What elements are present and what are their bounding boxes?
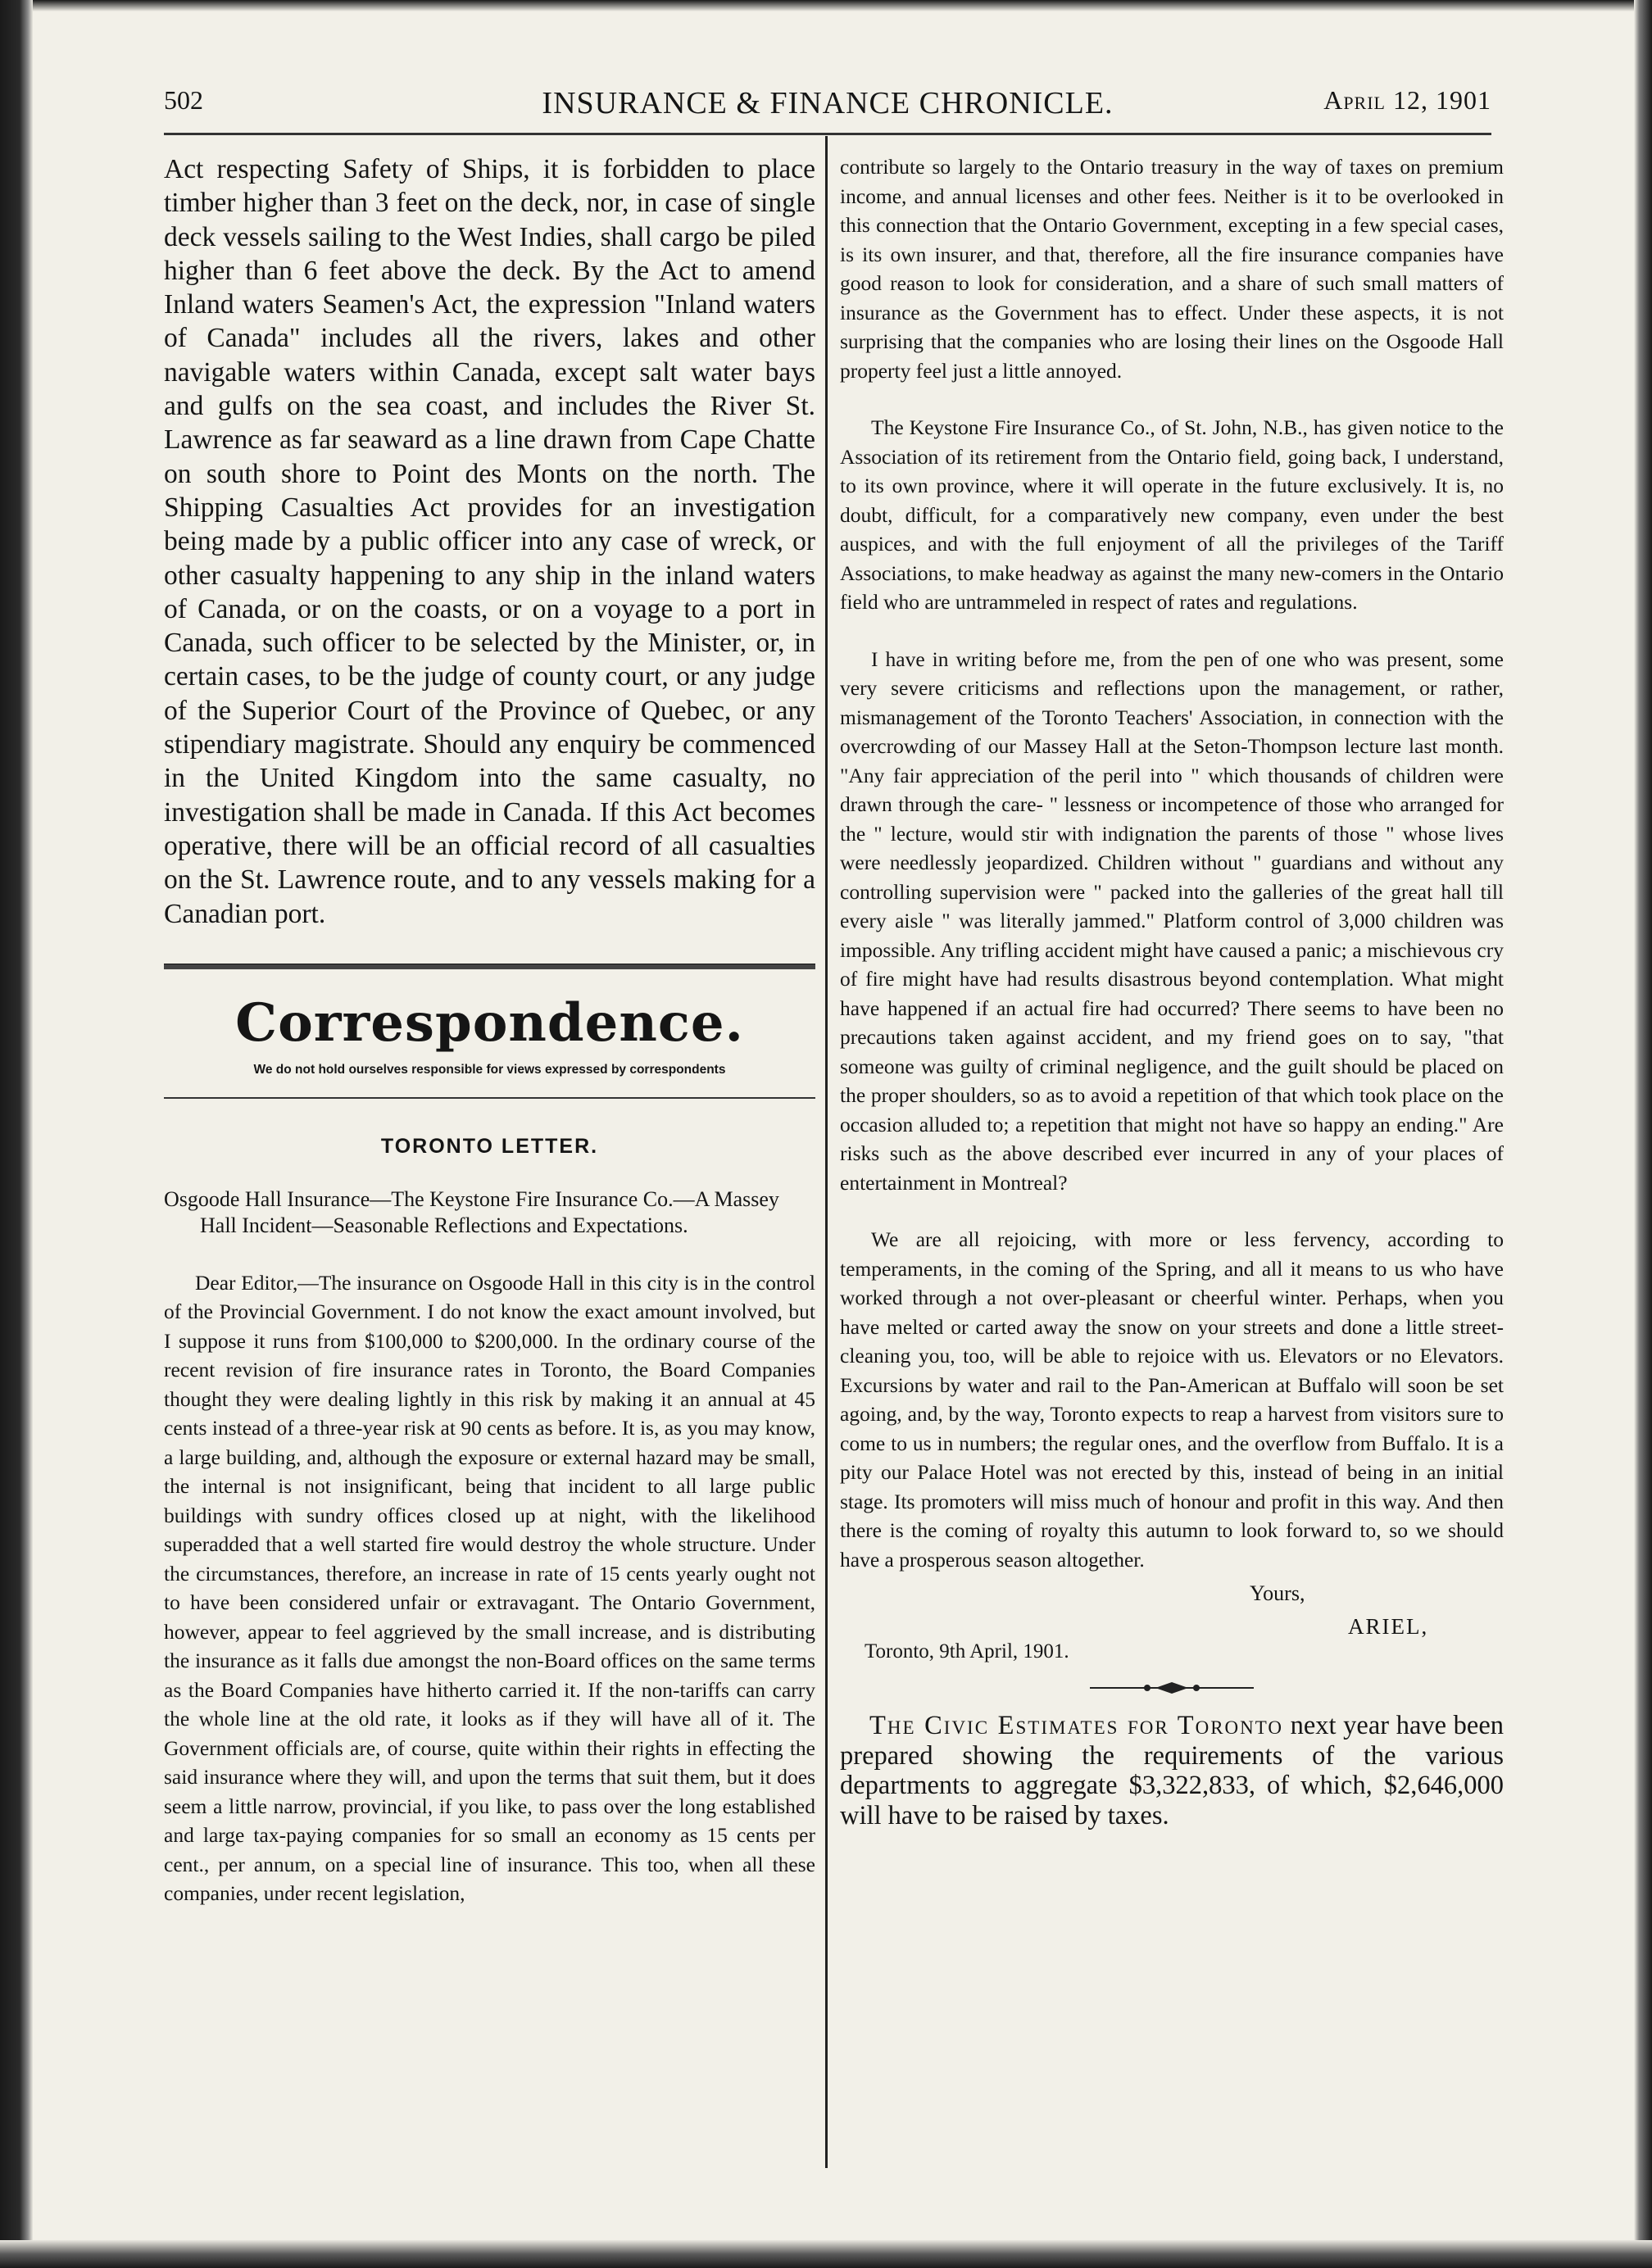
civic-estimates-lead: The Civic Estimates for Toronto (869, 1711, 1284, 1740)
issue-date: April 12, 1901 (1323, 85, 1491, 115)
header-rule (164, 133, 1491, 135)
letter-signoff (840, 1577, 1504, 1666)
journal-title: INSURANCE & FINANCE CHRONICLE. (542, 86, 1114, 120)
scan-binding-edge (0, 0, 33, 2268)
scan-right-edge (1634, 0, 1652, 2268)
right-column (840, 152, 1504, 1830)
civic-estimates-text: next year have been prepared showing the requirements of the various departments to aggregate $3,322,833, of which, $2,646,000 will have to be raised by taxes. (840, 1711, 1504, 1830)
letter-paragraph-continued: contribute so largely to the Ontario treasury in the way of taxes on premium income, and annual licenses and other fees. Neither is it to be overlooked in this connection that the Ontario Government, excepting in a few special cases, is its own insurer, and that, therefore, all the fire insurance companies have good reason to look for consideration, and a share of such small matters of insurance as the Government has to effect. Under these aspects, it is not surprising that the companies who are losing their lines on the Osgoode Hall property feel just a little annoyed. (840, 155, 1504, 383)
letter-paragraph: Dear Editor,—The insurance on Osgoode Hall in this city is in the control of the Provincial Government. I do not know the exact amount involved, but I suppose it runs from $100,000 to $200,000. In the ordinary course of the recent revision of fire insurance rates in Toronto, the Board Companies thought they were dealing lightly in this risk by making it an annual at 45 cents instead of a three-year risk at 90 cents as before. It is, as you may know, a large building, and, although the exposure or external hazard may be small, the internal is not insignificant, being that incident to all large public buildings with sundry offices closed up at night, with the likelihood superadded that a well started fire would destroy the whole structure. Under the circumstances, therefore, an increase in rate of 15 cents yearly ought not to have been considered unfair or extravagant. The Ontario Government, however, appear to feel aggrieved by the small increase, and is distributing the insurance as it falls due amongst the non-Board offices on the same terms as the Board Companies have hitherto carried it. If the non-tariffs can carry the whole line at the old rate, it looks as if they will have all of it. The Government officials are, of course, quite within their rights in effecting the said insurance where they will, and upon the terms that suit them, but it does seem a little narrow, provincial, if you like, to pass over the long established and large tax-paying companies for so small an economy as 15 cents per cent., per annum, on a special line of insurance. This too, when all these companies, under recent legislation, (164, 1270, 815, 1906)
place-and-date: Toronto, 9th April, 1901. (865, 1640, 1069, 1662)
civic-estimates-paragraph (840, 1711, 1504, 1830)
ornament-divider (840, 1681, 1504, 1699)
left-column (164, 152, 815, 1908)
signature: ARIEL, (1348, 1614, 1429, 1639)
letter-subheading: Osgoode Hall Insurance—The Keystone Fire Insurance Co.—A Massey Hall Incident—Seasonable Reflections and Expectations. (164, 1186, 779, 1237)
running-header (164, 85, 1491, 134)
correspondence-heading: Correspondence. (235, 991, 744, 1054)
scan-top-edge (0, 0, 1652, 11)
column-divider (825, 136, 828, 2168)
massey-hall-paragraph: I have in writing before me, from the pen of one who was present, some very severe criticisms and reflections upon the management, or rather, mismanagement of the Toronto Teachers' Association, in connection with the overcrowding of our Massey Hall at the Seton-Thompson lecture last month. "Any fair appreciation of the peril into " which thousands of children were drawn through the care- " lessness or incompetence of those who arranged for the " lecture, would stir with indignation the parents of those " whose lives were needlessly jeopardized. Children without " guardians and without any controlling supervision were " packed into the galleries of the great hall till every aisle " was literally jammed." Platform control of 3,000 children was impossible. Any trifling accident might have caused a panic; a mischievous cry of fire might have had results disastrous beyond contemplation. What might have happened if an actual fire had occurred? There seems to have been no precautions taken against accident, and my friend goes on to say, "that someone was guilty of criminal negligence, and the guilt should be placed on the proper shoulders, so as to avoid a repetition of that which took place on the occasion alluded to; a repetition that might not have so happy an ending." Are risks such as the above described ever incurred in any of your places of entertainment in Montreal? (840, 646, 1504, 1195)
scan-bottom-edge (0, 2240, 1652, 2268)
disclaimer-rule (164, 1097, 815, 1099)
ornament-rule-icon (1090, 1681, 1254, 1695)
correspondence-disclaimer: We do not hold ourselves responsible for views expressed by correspondents (253, 1062, 726, 1077)
letter-title: TORONTO LETTER. (380, 1134, 599, 1158)
spring-paragraph: We are all rejoicing, with more or less fervency, according to temperaments, in the coming of the Spring, and all it means to us who have worked through a not over-pleasant or cheerful winter. Perhaps, when you have melted or carted away the snow on your streets and done a little street-cleaning you, too, will be able to rejoice with us. Elevators or no Elevators. Excursions by water and rail to the Pan-American at Buffalo will soon be set agoing, and, by the way, Toronto expects to reap a harvest from visitors sure to come to us in numbers; the regular ones, and the overflow from Buffalo. It is a pity our Palace Hotel was not erected by this, instead of being in an initial stage. Its promoters will miss much of honour and profit in this way. And then there is the coming of royalty this autumn to look forward to, so we should have a prosperous season altogether. (840, 1227, 1504, 1572)
closing-salutation: Yours, (1250, 1581, 1305, 1605)
page-number: 502 (164, 85, 203, 115)
ship-act-paragraph: Act respecting Safety of Ships, it is forbidden to place timber higher than 3 feet on the deck, nor, in case of single deck vessels sailing to the West Indies, shall cargo be piled higher than 6 feet above the deck. By the Act to amend Inland waters Seamen's Act, the expression "Inland waters of Canada" includes all the rivers, lakes and other navigable waters within Canada, except salt water bays and gulfs on the sea coast, and includes the River St. Lawrence as far seaward as a line drawn from Cape Chatte on south shore to Point des Monts on the north. The Shipping Casualties Act provides for an investigation being made by a public officer into any case of wreck, or other casualty happening to any ship in the inland waters of Canada, or on the coasts, or on a voyage to a port in Canada, such officer to be selected by the Minister, or, in certain cases, to be the judge of county court, or any judge of the Superior Court of the Province of Quebec, or any stipendiary magistrate. Should any enquiry be commenced in the United Kingdom into the same casualty, no investigation shall be made in Canada. If this Act becomes operative, there will be an official record of all casualties on the St. Lawrence route, and to any vessels making for a Canadian port. (164, 154, 815, 929)
keystone-paragraph: The Keystone Fire Insurance Co., of St. John, N.B., has given notice to the Association of its retirement from the Ontario field, going back, I understand, to its own province, where it will operate in the future exclusively. It is, no doubt, difficult, for a comparatively new company, even under the best auspices, and with the full enjoyment of all the privileges of the Tariff Associations, to make headway as against the many new-comers in the Ontario field who are untrammeled in respect of rates and regulations. (840, 415, 1504, 614)
section-rule (164, 964, 815, 969)
